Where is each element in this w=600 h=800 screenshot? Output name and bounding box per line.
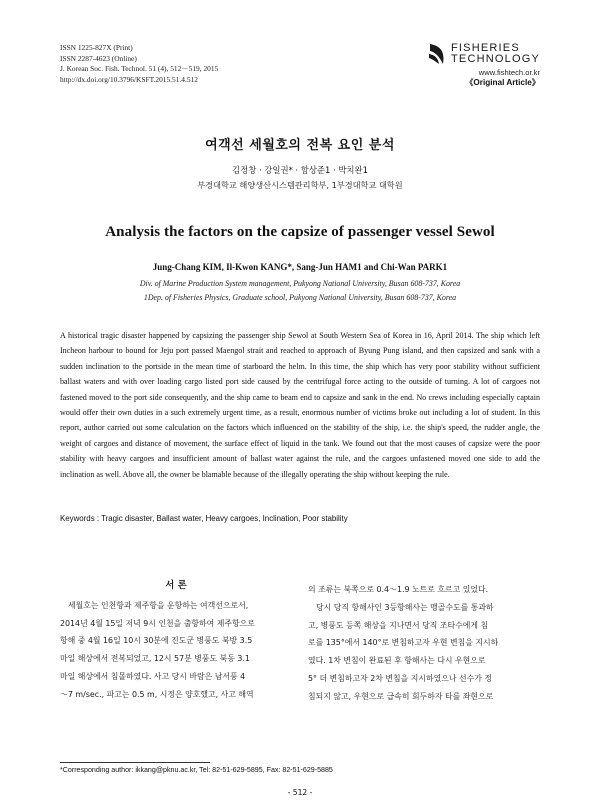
- logo-text-line2: TECHNOLOGY: [450, 53, 540, 65]
- journal-url[interactable]: www.fishtech.or.kr: [478, 68, 540, 77]
- affiliation-english-2: 1Dep. of Fisheries Physics, Graduate school, Pukyong National University, Busan 608-737, Korea: [143, 293, 457, 302]
- keywords: Keywords : Tragic disaster, Ballast water, Heavy cargoes, Inclination, Poor stability: [60, 514, 348, 523]
- abstract: A historical tragic disaster happened by capsizing the passenger ship Sewol at South Western Sea of Korea in 16, April 2014. The ship which left Incheon harbour to bound for Jeju port passed Maengol strait and reached to approach of Byung Pung island, and then capsized and sank with a sudden inclination to the portside in the mean time of starboard the helm. In this time, the ship which has very poor stability without sufficient ballast waters and with over loading cargo listed port side caused by the centrifugal force acting to the outside of turning. A lot of cargoes not fastened moved to the port side consequently, and the ship came to beam end to capsize and sank in the end. No crews including especially captain would offer their own duties in a such extremely urgent time, as a result, enormous number of victims broke out including a lot of student. In this report, author carried out some calculation on the factors which influenced on the stability of the ship, i.e. the ship's speed, the rudder angle, the weight of cargoes and distance of movement, the surface effect of liquid in the tank. We found out that the most causes of capsize were the poor stability with heavy cargoes and insufficient amount of ballast water against the rule, and the cargoes unfastened moved one side to add the inclination as well. Above all, the owner be blamable because of the illegally operating the ship without keeping the rule.: [60, 331, 540, 479]
- title-english: Analysis the factors on the capsize of passenger vessel Sewol: [105, 224, 495, 240]
- citation-header: [60, 43, 218, 85]
- logo-text-line1: FISHERIES: [450, 41, 520, 54]
- intro-left-column: [60, 577, 292, 704]
- body-line: 로를 135°에서 140°로 변침하고자 우현 변침을 지시하: [308, 638, 499, 648]
- corresponding-author-footnote: *Corresponding author: ikkang@pknu.ac.kr, Tel: 82-51-629-5895, Fax: 82-51-629-5885: [60, 766, 333, 774]
- body-line: 침되지 않고, 우현으로 급속히 회두하자 타를 좌현으로: [308, 691, 494, 701]
- fish-logo-icon: [427, 42, 447, 66]
- body-line: 2014년 4월 15일 저녁 9시 인천을 출항하여 제주항으로: [60, 618, 255, 628]
- journal-logo-block: [422, 42, 540, 88]
- doi-link[interactable]: http://dx.doi.org/10.3796/KSFT.2015.51.4.512: [60, 74, 198, 84]
- intro-right-column: [308, 581, 540, 706]
- body-line: 항해 중 4월 16일 10시 30분에 진도군 병풍도 북방 3.5: [60, 636, 253, 646]
- issn-print: ISSN 1225-827X (Print): [60, 43, 133, 52]
- body-line: 마일 해상에서 전복되었고, 12시 57분 병풍도 북동 3.1: [60, 654, 250, 664]
- issn-online: ISSN 2287-4623 (Online): [60, 53, 137, 63]
- body-line: 마일 해상에서 침몰하였다. 사고 당시 바람은 남서풍 4: [60, 671, 246, 681]
- journal-citation: J. Korean Soc. Fish. Technol. 51 (4), 512－519, 2015: [60, 64, 219, 74]
- body-line: ～7 m/sec., 파고는 0.5 m, 시정은 양호했고, 사고 해역: [60, 689, 254, 699]
- page-number: - 512 -: [287, 788, 313, 797]
- footnote-divider: [60, 762, 210, 763]
- body-line: 의 조류는 북쪽으로 0.4～1.9 노트로 흐르고 있었다.: [308, 585, 489, 594]
- affiliation-english-1: Div. of Marine Production System management, Pukyong National University, Busan 608-737, Korea: [139, 279, 461, 288]
- body-line: 5° 더 변침하고자 2차 변침을 지시하였으나 선수가 정: [308, 673, 492, 683]
- article-type: 《Original Article》: [465, 78, 540, 87]
- affiliation-korean: 부경대학교 해양생산시스템관리학부, 1부경대학교 대학원: [197, 180, 403, 190]
- body-line: 고, 병풍도 등쪽 해상을 지나면서 당직 조타수에게 침: [308, 620, 489, 630]
- section-heading-intro: 서 론: [165, 580, 187, 591]
- body-line: 당시 당직 항해사인 3등항해사는 맹골수도를 통과하: [316, 602, 494, 612]
- authors-english: Jung-Chang KIM, Il-Kwon KANG*, Sang-Jun HAM1 and Chi-Wan PARK1: [152, 262, 448, 272]
- title-korean: 여객선 세월호의 전복 요인 분석: [205, 138, 395, 153]
- body-line: 였다. 1차 변침이 완료된 후 항해사는 다시 우현으로: [308, 656, 486, 666]
- authors-korean: 김정창 · 강일권* · 함상준1 · 박치완1: [232, 165, 368, 175]
- body-line: 세월호는 인천항과 제주항을 운항하는 여객선으로서,: [68, 600, 249, 610]
